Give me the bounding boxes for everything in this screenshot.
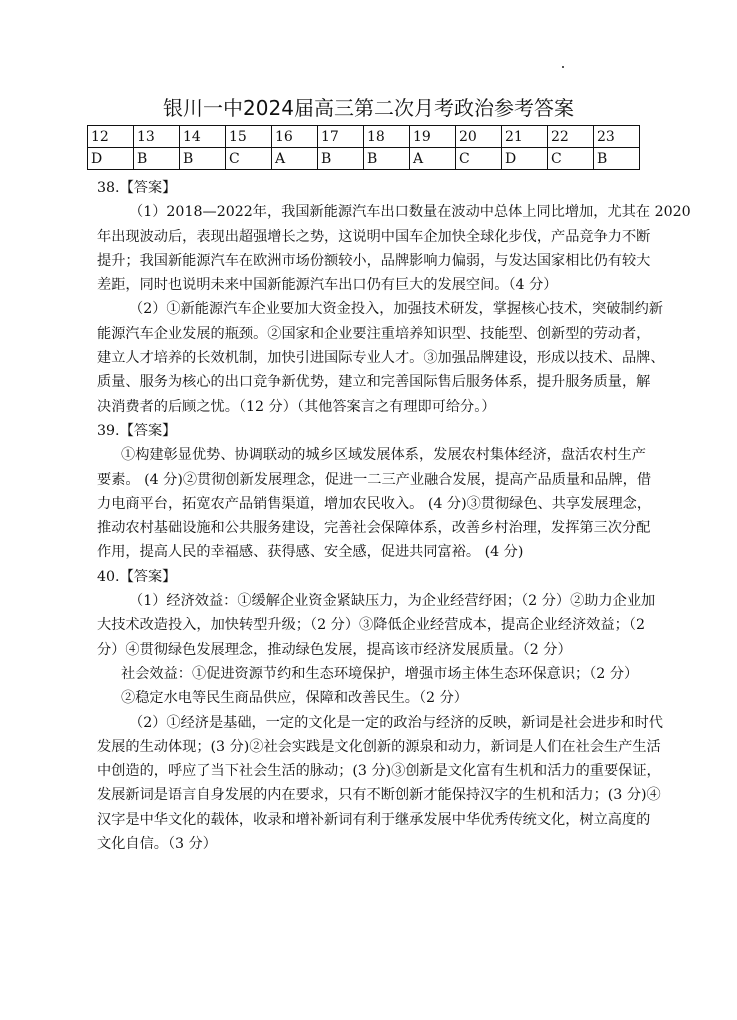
paragraph-line: 决消费者的后顾之忧。（12 分）（其他答案言之有理即可给分。） [97, 398, 496, 415]
question-number-cell: 23 [594, 126, 640, 148]
section-heading: 38.【答案】 [97, 180, 177, 196]
paragraph-line: 汉字是中华文化的载体，收录和增补新词有利于继承发展中华优秀传统文化，树立高度的 [97, 811, 651, 828]
paragraph-line: ①构建彰显优势、协调联动的城乡区域发展体系，发展农村集体经济，盘活农村生产 [121, 447, 646, 464]
paragraph-line: 差距，同时也说明未来中国新能源汽车出口仍有巨大的发展空间。（4 分） [97, 277, 558, 294]
section-heading: 39.【答案】 [97, 422, 177, 439]
question-number-cell: 17 [318, 126, 364, 148]
paragraph-line: 推动农村基础设施和公共服务建设，完善社会保障体系，改善乡村治理，发挥第三次分配 [97, 520, 651, 537]
question-number-cell: 14 [180, 126, 226, 148]
paragraph-line: 提升；我国新能源汽车在欧洲市场份额较小，品牌影响力偏弱，与发达国家相比仍有较大 [97, 252, 651, 269]
question-number-cell: 18 [364, 126, 410, 148]
paragraph-line: 发展新词是语言自身发展的内在要求，只有不断创新才能保持汉字的生机和活力；(3 分)④ [97, 787, 661, 804]
paragraph-line: 发展的生动体现；(3 分)②社会实践是文化创新的源泉和动力，新词是人们在社会生产生活 [97, 738, 661, 755]
answer-cell: B [134, 148, 180, 170]
question-number-cell: 21 [502, 126, 548, 148]
paragraph-line: 要素。 (4 分)②贯彻创新发展理念，促进一二三产业融合发展，提高产品质量和品牌，借 [97, 471, 652, 488]
paragraph-line: 质量、服务为核心的出口竞争新优势，建立和完善国际售后服务体系，提升服务质量，解 [97, 374, 651, 391]
paragraph-line: ②稳定水电等民生商品供应，保障和改善民生。（2 分） [121, 690, 468, 707]
answer-row [88, 148, 640, 170]
answer-body [97, 176, 691, 856]
paragraph-line: 社会效益：①促进资源节约和生态环境保护，增强市场主体生态环保意识；（2 分） [121, 665, 639, 682]
answer-cell: B [364, 148, 410, 170]
paragraph-line: 分）④贯彻绿色发展理念，推动绿色发展，提高该市经济发展质量。（2 分） [97, 641, 572, 658]
answer-cell: A [272, 148, 318, 170]
question-number-cell: 13 [134, 126, 180, 148]
answer-cell: A [410, 148, 456, 170]
paragraph-line: （1）2018—2022年，我国新能源汽车出口数量在波动中总体上同比增加，尤其在 2020 [129, 204, 691, 221]
paragraph-line: 力电商平台，拓宽农产品销售渠道，增加农民收入。 (4 分)③贯彻绿色、共享发展理念， [97, 495, 652, 512]
section-heading: 40.【答案】 [97, 568, 177, 585]
paragraph-line: （1）经济效益：①缓解企业资金紧缺压力，为企业经营纾困；（2 分）②助力企业加 [129, 593, 656, 610]
answer-table [87, 125, 640, 170]
paragraph-line: 中创造的，呼应了当下社会生活的脉动；(3 分)③创新是文化富有生机和活力的重要保证， [97, 763, 661, 780]
paragraph-line: 能源汽车企业发展的瓶颈。②国家和企业要注重培养知识型、技能型、创新型的劳动者， [97, 325, 651, 342]
paragraph-line: 大技术改造投入，加快转型升级；（2 分）③降低企业经营成本，提高企业经济效益；（2 [97, 617, 645, 634]
paragraph-line: （2）①经济是基础，一定的文化是一定的政治与经济的反映，新词是社会进步和时代 [129, 714, 663, 731]
paragraph-line: 文化自信。（3 分） [97, 836, 217, 853]
paragraph-line: 年出现波动后，表现出超强增长之势，这说明中国车企加快全球化步伐，产品竞争力不断 [97, 228, 651, 245]
paragraph-line: 建立人才培养的长效机制，加快引进国际专业人才。③加强品牌建设，形成以技术、品牌、 [97, 350, 665, 367]
answer-cell: B [318, 148, 364, 170]
question-number-cell: 15 [226, 126, 272, 148]
answer-cell: D [502, 148, 548, 170]
paragraph-line: （2）①新能源汽车企业要加大资金投入，加强技术研发，掌握核心技术，突破制约新 [129, 301, 663, 318]
question-number-cell: 20 [456, 126, 502, 148]
question-number-cell: 12 [88, 126, 134, 148]
question-number-cell: 19 [410, 126, 456, 148]
page-title: 银川一中2024届高三第二次月考政治参考答案 [163, 96, 574, 120]
question-number-cell: 22 [548, 126, 594, 148]
paragraph-line: 作用，提高人民的幸福感、获得感、安全感，促进共同富裕。 (4 分) [97, 544, 524, 561]
answer-cell: C [456, 148, 502, 170]
answer-cell: D [88, 148, 134, 170]
answer-cell: C [226, 148, 272, 170]
page-mark [562, 66, 564, 68]
answer-cell: B [180, 148, 226, 170]
question-number-cell: 16 [272, 126, 318, 148]
answer-cell: C [548, 148, 594, 170]
answer-cell: B [594, 148, 640, 170]
question-number-row [88, 126, 640, 148]
